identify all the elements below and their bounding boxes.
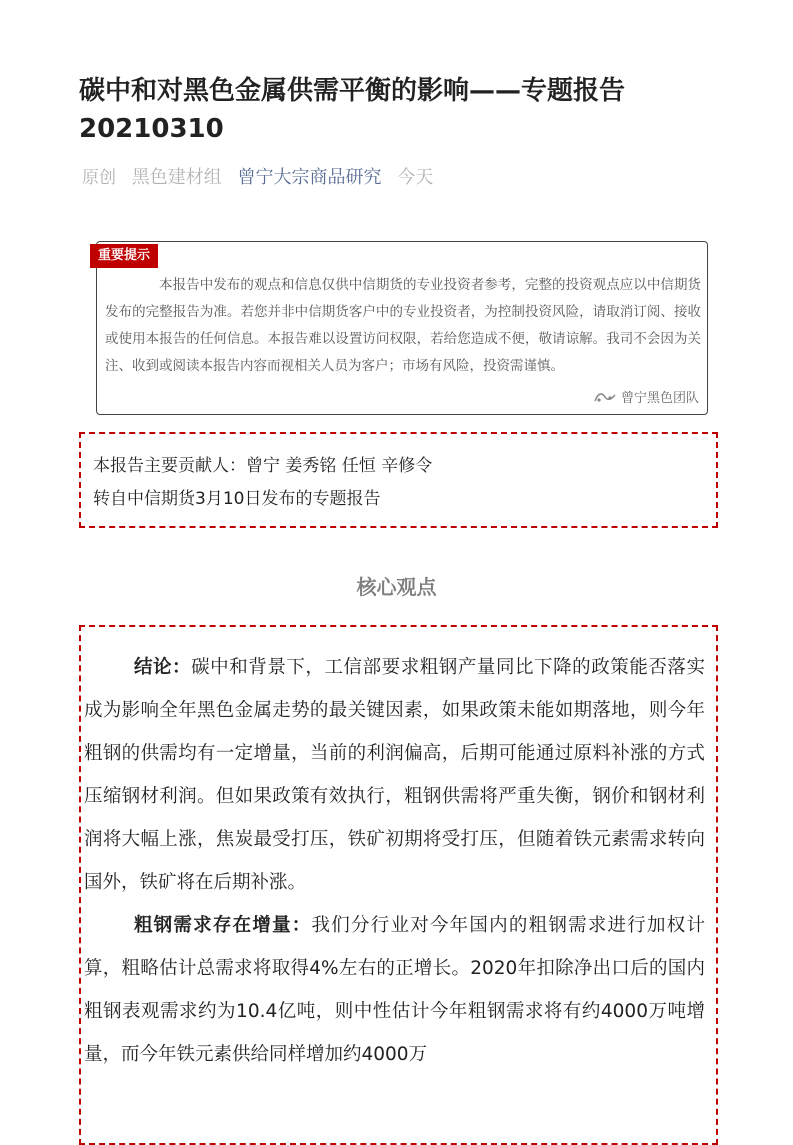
conclusion-text: 碳中和背景下，工信部要求粗钢产量同比下降的政策能否落实成为影响全年黑色金属走势的最关键因素，如果政策未能如期落地，则今年粗钢的供需均有一定增量，当前的利润偏高，后期可能通过原料补涨的方式压缩钢材利润。但如果政策有效执行，粗钢供需将严重失衡，钢价和钢材利润将大幅上涨，焦炭最受打压，铁矿初期将受打压，但随着铁元素需求转向国外，铁矿将在后期补涨。 (84, 657, 705, 893)
account-link[interactable]: 曾宁大宗商品研究 (237, 167, 382, 188)
notice-body: 本报告中发布的观点和信息仅供中信期货的专业投资者参考，完整的投资观点应以中信期货发布的完整报告为准。若您并非中信期货客户中的专业投资者，为控制投资风险，请取消订阅、接收或使用本报告的任何信息。本报告难以设置访问权限，若给您造成不便，敬请谅解。我司不会因为关注、收到或阅读本报告内容而视相关人员为客户；市场有风险，投资需谨慎。 (105, 277, 701, 374)
contributors-line: 本报告主要贡献人：曾宁 姜秀铭 任恒 辛修令 (93, 456, 433, 476)
important-notice-box (96, 241, 708, 415)
brand-text: 曾宁黑色团队 (620, 391, 699, 406)
article-meta (82, 164, 443, 192)
team-logo-icon (593, 389, 617, 405)
section-title: 核心观点 (356, 575, 437, 599)
core-views-box (79, 625, 718, 1145)
notice-label: 重要提示 (90, 244, 158, 268)
demand-label: 粗钢需求存在增量： (133, 915, 312, 936)
demand-paragraph (84, 904, 705, 1076)
original-tag: 原创 (82, 168, 116, 188)
contributors-box (79, 432, 718, 528)
conclusion-label: 结论： (133, 657, 192, 678)
notice-text (105, 272, 701, 380)
conclusion-paragraph (84, 646, 705, 904)
article-title: 碳中和对黑色金属供需平衡的影响——专题报告20210310 (79, 76, 626, 144)
author-name: 黑色建材组 (131, 167, 222, 188)
notice-brand (587, 387, 699, 406)
source-line: 转自中信期货3月10日发布的专题报告 (93, 489, 381, 509)
publish-date: 今天 (397, 167, 434, 188)
demand-text: 我们分行业对今年国内的粗钢需求进行加权计算，粗略估计总需求将取得4%左右的正增长。2020年扣除净出口后的国内粗钢表观需求约为10.4亿吨，则中性估计今年粗钢需求将有约4000万吨增量，而今年铁元素供给同样增加约4000万 (84, 915, 705, 1065)
